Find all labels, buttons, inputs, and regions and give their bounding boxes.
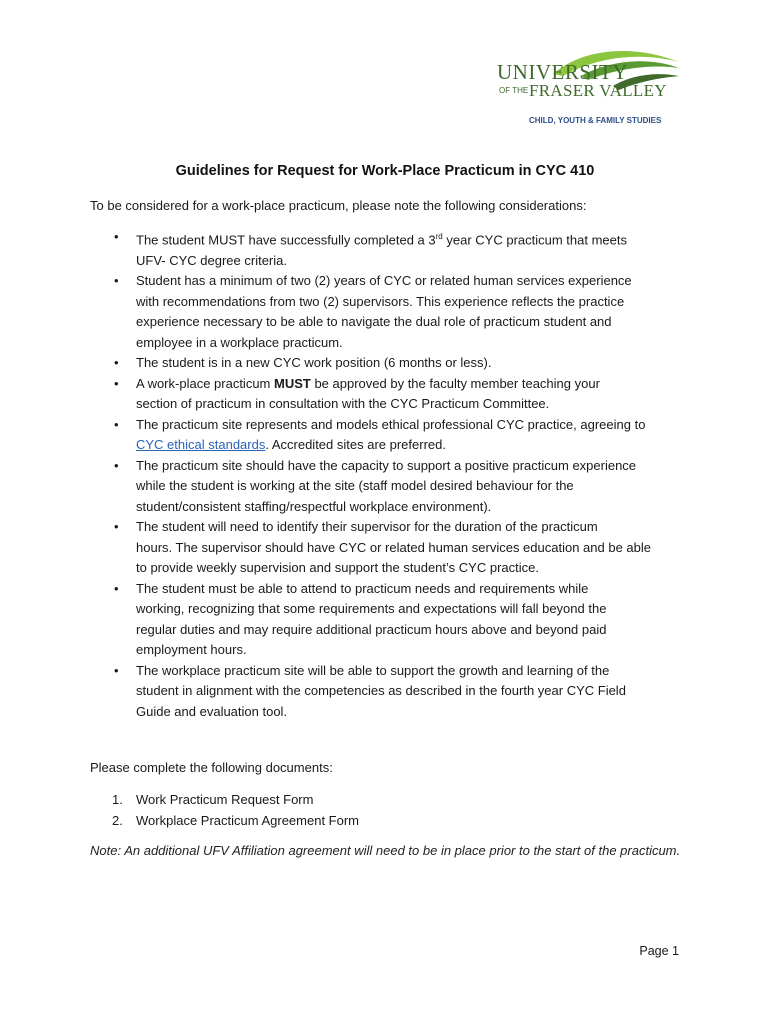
bullet-icon: • [114, 229, 119, 244]
cyc-ethical-standards-link[interactable]: CYC ethical standards [136, 437, 266, 453]
bullet-icon: • [114, 580, 119, 596]
list-item: • The student must be able to attend to practicum needs and requirements while working, recognizing that some requirements and expectations will fall beyond the regular duties and may require additional practicum hours above and beyond paid employment hours. [114, 580, 607, 658]
bullet-icon: • [114, 662, 119, 678]
list-item: • The student is in a new CYC work position (6 months or less). [90, 353, 690, 374]
logo-university-text: UNIVERSITY [497, 60, 628, 84]
logo-fraser-valley-text: FRASER VALLEY [529, 81, 667, 100]
affiliation-note: Note: An additional UFV Affiliation agreement will need to be in place prior to the start of the practicum. [90, 843, 681, 858]
document-label: Work Practicum Request Form [136, 792, 314, 807]
list-number: 2. [112, 813, 123, 828]
document-label: Workplace Practicum Agreement Form [136, 813, 359, 828]
bullet-icon: • [114, 355, 119, 371]
list-item: • The workplace practicum site will be able to support the growth and learning of the student in alignment with the competencies as described in the fourth year CYC Field Guide and evaluation tool. [114, 662, 626, 719]
list-item: • The student MUST have successfully completed a 3rd year CYC practicum that meets UFV- CYC degree criteria. [114, 229, 627, 268]
logo-of-the-text: OF THE [499, 86, 529, 95]
logo-department-text: CHILD, YOUTH & FAMILY STUDIES [529, 116, 662, 125]
bullet-icon: • [114, 416, 119, 432]
documents-heading: Please complete the following documents: [90, 760, 333, 775]
bullet-icon: • [114, 519, 119, 535]
documents-list [90, 789, 359, 831]
bullet-icon: • [114, 273, 119, 289]
list-item [90, 810, 359, 831]
bullet-icon: • [114, 457, 119, 473]
page-number: Page 1 [639, 944, 679, 958]
list-number: 1. [112, 792, 123, 807]
list-item: • A work-place practicum MUST be approved by the faculty member teaching your section of practicum in consultation with the CYC Practicum Committee. [114, 375, 600, 412]
list-item: • The student will need to identify their supervisor for the duration of the practicum hours. The supervisor should have CYC or related human services education and be able to provide weekly supervision and support the student’s CYC practice. [114, 519, 652, 576]
ufv-logo [493, 46, 683, 130]
intro-text: To be considered for a work-place practicum, please note the following considerations: [90, 198, 587, 213]
list-item: • The practicum site represents and models ethical professional CYC practice, agreeing to CYC ethical standards. Accredited sites are preferred. [114, 416, 646, 453]
list-item: • The practicum site should have the capacity to support a positive practicum experience while the student is working at the site (staff model desired behaviour for the student/consistent staffing/respectful workplace environment). [114, 457, 637, 514]
list-item [90, 789, 359, 810]
considerations-list [90, 227, 690, 722]
bullet-icon: • [114, 375, 119, 391]
list-item: • Student has a minimum of two (2) years of CYC or related human services experience with recommendations from two (2) supervisors. This experience reflects the practice experience necessary to be able to navigate the dual role of practicum student and employee in a workplace practicum. [114, 273, 632, 350]
page-title: Guidelines for Request for Work-Place Practicum in CYC 410 [175, 163, 595, 179]
